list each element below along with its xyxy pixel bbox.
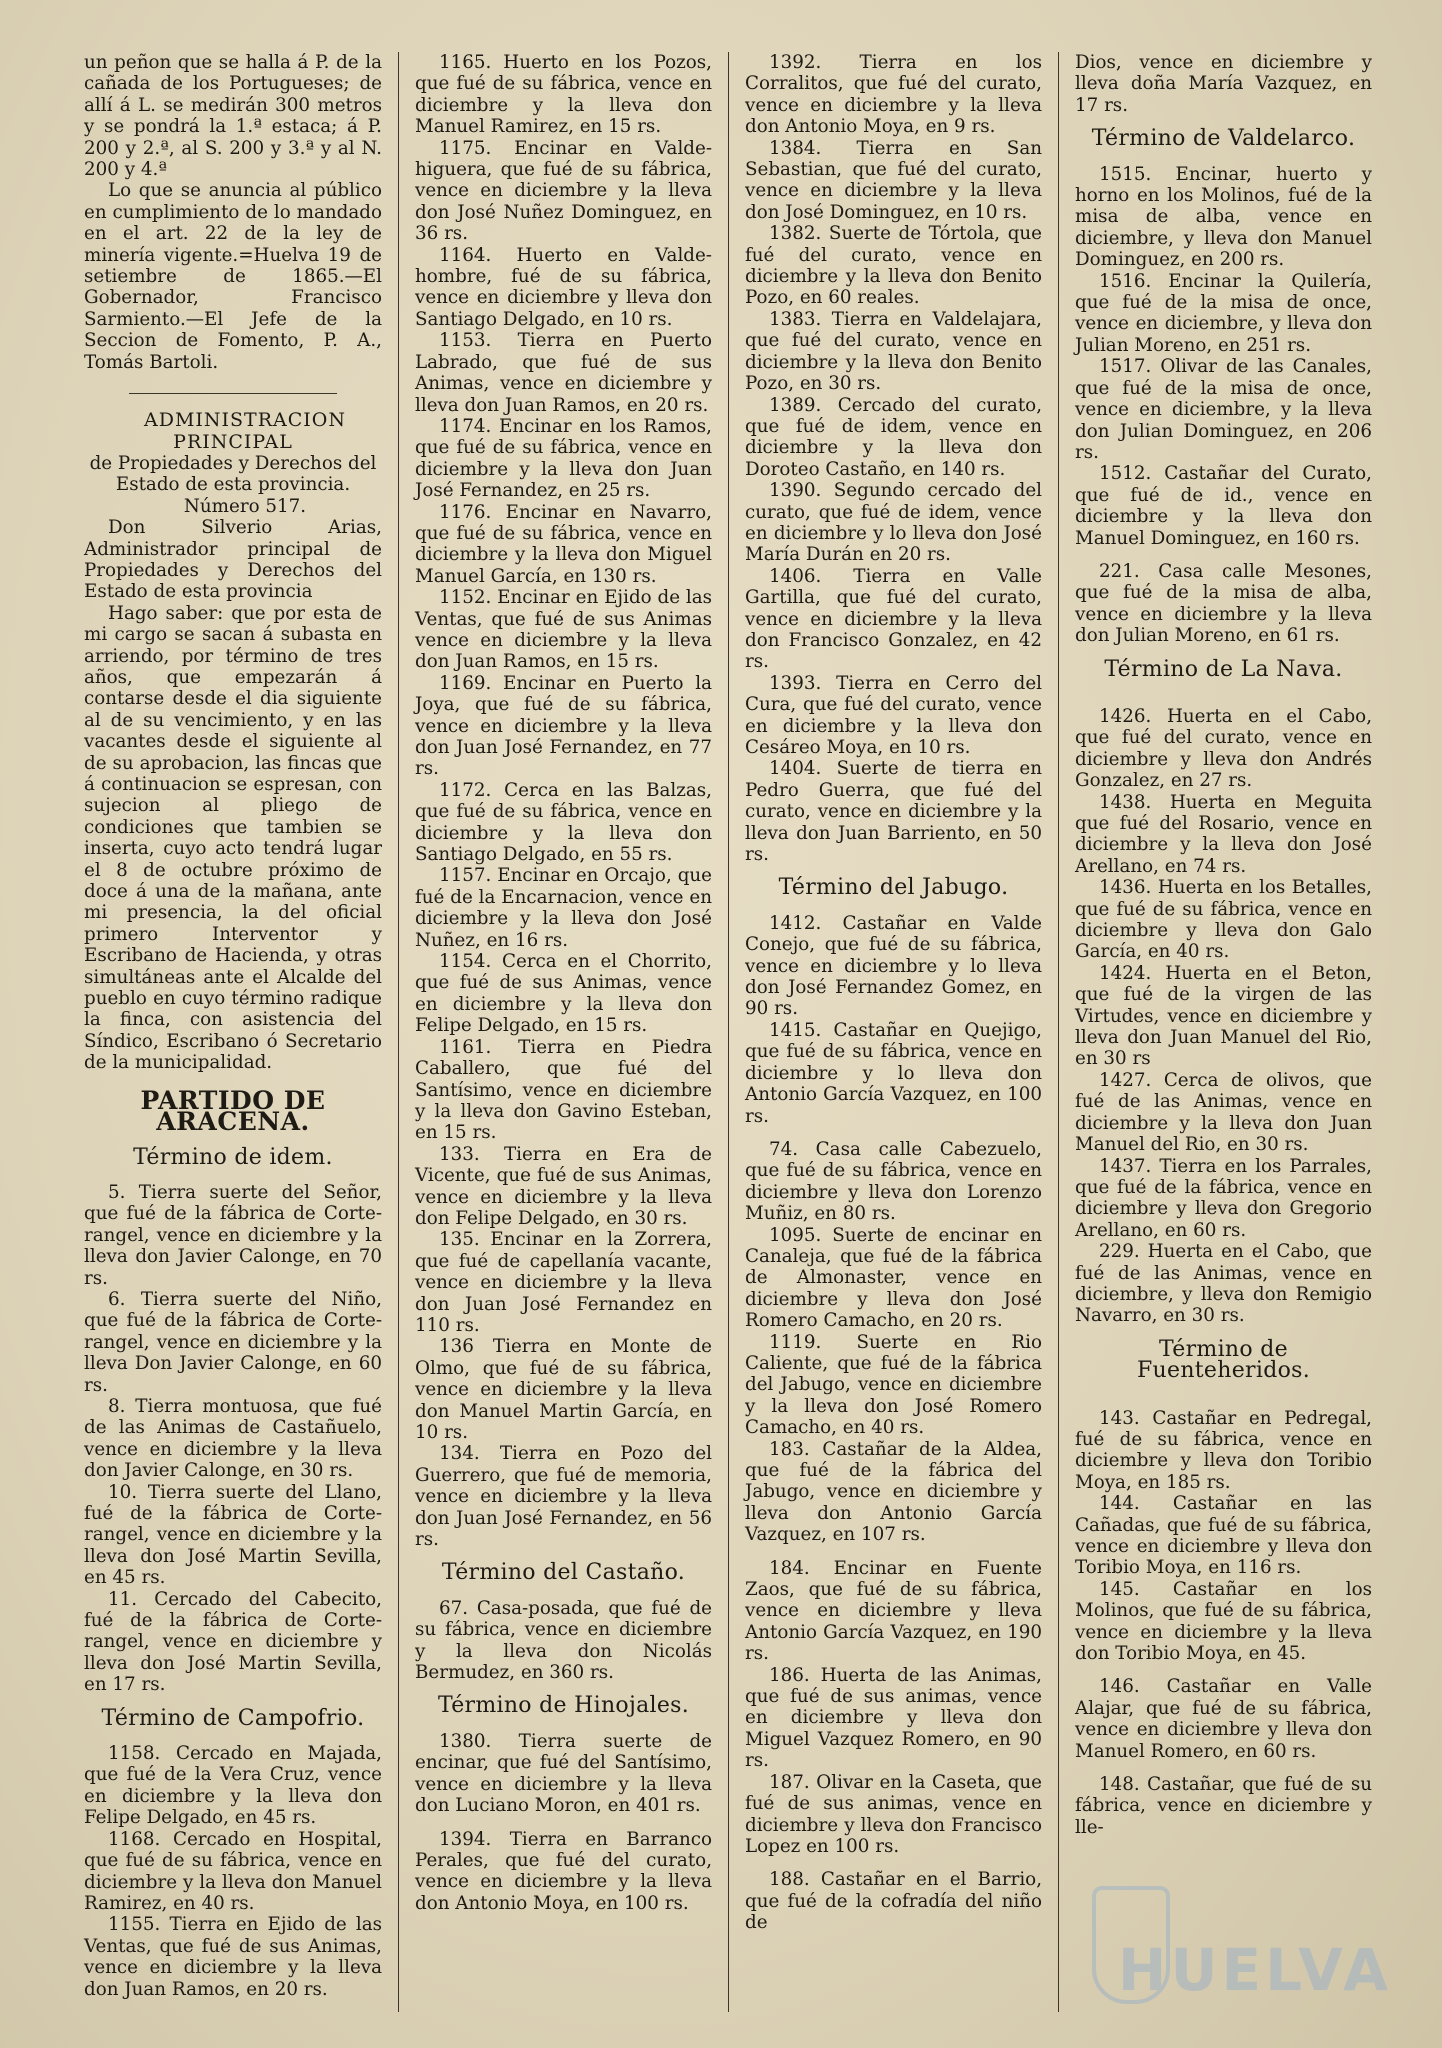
list-item: 144. Castañar en las Cañadas, que fué de su fábrica, vence en diciembre y lleva don Toribio Moya, en 116 rs. <box>1075 1493 1372 1579</box>
list-item: 134. Tierra en Pozo del Guerrero, que fué de memoria, vence en diciembre y la lleva don Juan José Fernandez, en 56 rs. <box>415 1443 712 1551</box>
list-item: 183. Castañar de la Aldea, que fué de la fábrica del Jabugo, vence en diciembre y lleva don Antonio García Vazquez, en 107 rs. <box>745 1438 1042 1546</box>
list-item: 1119. Suerte en Rio Caliente, que fué de la fábrica del Jabugo, vence en diciembre y la lleva don José Romero Camacho, en 40 rs. <box>745 1331 1042 1439</box>
list-item: 1415. Castañar en Quejigo, que fué de su fábrica, vence en diciembre y lo lleva don Antonio García Vazquez, en 100 rs. <box>745 1019 1042 1127</box>
list-item: 1155. Tierra en Ejido de las Ventas, que fué de sus Animas, vence en diciembre y la lleva don Juan Ramos, en 20 rs. <box>84 1914 382 2000</box>
list-item: 1158. Cercado en Majada, que fué de la Vera Cruz, vence en diciembre y la lleva don Felipe Delgado, en 45 rs. <box>84 1743 382 1829</box>
list-item: 143. Castañar en Pedregal, fué de su fábrica, vence en diciembre y lleva don Toribio Moya, en 185 rs. <box>1075 1407 1372 1493</box>
list-item: 1424. Huerta en el Beton, que fué de la virgen de las Virtudes, vence en diciembre y lleva don Juan Manuel del Rio, en 30 rs <box>1075 962 1372 1070</box>
list-item: 1516. Encinar la Quilería, que fué de la misa de once, vence en diciembre, y lleva don Julian Moreno, en 251 rs. <box>1075 270 1372 356</box>
termino-heading: Término de idem. <box>133 1144 333 1170</box>
paragraph: Lo que se anuncia al público en cumplimiento de lo mandado en el art. 22 de la ley de minería vigente.=Huelva 19 de setiembre de 1865.—El Gobernador, Francisco Sarmiento.—El Jefe de la Seccion de Fomento, P. A., Tomás Bartoli. <box>84 180 382 373</box>
list-item: 1157. Encinar en Orcajo, que fué de la Encarnacion, vence en diciembre y la lleva don José Nuñez, en 16 rs. <box>415 865 712 951</box>
list-item: 1168. Cercado en Hospital, que fué de su fábrica, vence en diciembre y la lleva don Manuel Ramirez, en 40 rs. <box>84 1828 382 1914</box>
list-item: 67. Casa-posada, que fué de su fábrica, vence en diciembre y la lleva don Nicolás Bermudez, en 360 rs. <box>415 1597 712 1684</box>
list-item: 1515. Encinar, huerto y horno en los Molinos, fué de la misa de alba, vence en diciembre, y lleva don Manuel Dominguez, en 200 rs. <box>1075 163 1372 271</box>
list-item: 1383. Tierra en Valdelajara, que fué del curato, vence en diciembre y la lleva don Benito Pozo, en 30 rs. <box>745 308 1042 395</box>
list-item: 1164. Huerto en Valde-hombre, fué de su fábrica, vence en diciembre y lleva don Santiago Delgado, en 10 rs. <box>415 244 712 330</box>
partido-heading: PARTIDO DE ARACENA. <box>140 1085 326 1137</box>
notice-number: Número 517. <box>183 495 307 517</box>
list-item: 10. Tierra suerte del Llano, fué de la fábrica de Corte-rangel, vence en diciembre y la lleva don José Martin Sevilla, en 45 rs. <box>84 1481 382 1589</box>
list-item: 8. Tierra montuosa, que fué de las Animas de Castañuelo, vence en diciembre y la lleva don Javier Calonge, en 30 rs. <box>84 1395 382 1482</box>
list-item: 1169. Encinar en Puerto la Joya, que fué de su fábrica, vence en diciembre y la lleva don Juan José Fernandez, en 77 rs. <box>415 672 712 780</box>
list-item: 145. Castañar en los Molinos, que fué de su fábrica, vence en diciembre y la lleva don Toribio Moya, en 45. <box>1075 1578 1372 1665</box>
list-item: 1390. Segundo cercado del curato, que fué de idem, vence en diciembre y lo lleva don José María Durán en 20 rs. <box>745 480 1042 566</box>
termino-heading: Término de Valdelarco. <box>1091 126 1356 152</box>
list-item: 1436. Huerta en los Betalles, que fué de su fábrica, vence en diciembre y lleva don Galo García, en 40 rs. <box>1075 877 1372 963</box>
list-item: 1426. Huerta en el Cabo, que fué del curato, vence en diciembre y lleva don Andrés Gonzalez, en 27 rs. <box>1075 705 1372 792</box>
list-item: 1165. Huerto en los Pozos, que fué de su fábrica, vence en diciembre y la lleva don Manuel Ramirez, en 15 rs. <box>415 52 712 138</box>
column-4 <box>1058 52 1388 2012</box>
paragraph: un peñon que se halla á P. de la cañada de los Portugueses; de allí á L. se medirán 300 metros y se pondrá la 1.ª estaca; á P. 200 y 2.ª, al S. 200 y 3.ª y al N. 200 y 4.ª <box>84 52 382 181</box>
library-watermark <box>1092 1884 1392 2004</box>
list-item: 188. Castañar en el Barrio, que fué de la cofradía del niño de <box>745 1869 1042 1934</box>
list-item: 1412. Castañar en Valde Conejo, que fué de su fábrica, vence en diciembre y lo lleva don José Fernandez Gomez, en 90 rs. <box>745 912 1042 1020</box>
watermark-text: HUELVA <box>1117 1936 1392 2004</box>
admin-caps: ADMINISTRACION PRINCIPAL <box>143 409 346 453</box>
list-item: 1174. Encinar en los Ramos, que fué de su fábrica, vence en diciembre y la lleva don Juan José Fernandez, en 25 rs. <box>415 415 712 502</box>
list-item: 221. Casa calle Mesones, que fué de la misa de alba, vence en diciembre y la lleva don Julian Moreno, en 61 rs. <box>1075 560 1372 647</box>
list-item: 1393. Tierra en Cerro del Cura, que fué del curato, vence en diciembre y la lleva don Cesáreo Moya, en 10 rs. <box>745 672 1042 758</box>
list-item: 187. Olivar en la Caseta, que fué de sus animas, vence en diciembre y lleva don Francisco Lopez en 100 rs. <box>745 1771 1042 1857</box>
list-item: 74. Casa calle Cabezuelo, que fué de su fábrica, vence en diciembre y lleva don Lorenzo Muñiz, en 80 rs. <box>745 1138 1042 1225</box>
column-1 <box>68 52 398 2012</box>
list-item: 133. Tierra en Era de Vicente, que fué de sus Animas, vence en diciembre y la lleva don Felipe Delgado, en 30 rs. <box>415 1143 712 1229</box>
list-item: 5. Tierra suerte del Señor, que fué de la fábrica de Corte-rangel, vence en diciembre y la lleva don Javier Calonge, en 70 rs. <box>84 1181 382 1289</box>
termino-heading: Término del Jabugo. <box>778 875 1009 901</box>
list-item: 1406. Tierra en Valle Gartilla, que fué del curato, vence en diciembre y la lleva don Francisco Gonzalez, en 42 rs. <box>745 565 1042 673</box>
admin-rest: de Propiedades y Derechos del Estado de esta provincia. <box>89 452 377 496</box>
paragraph: Don Silverio Arias, Administrador principal de Propiedades y Derechos del Estado de esta provincia <box>84 517 382 603</box>
list-item: 1161. Tierra en Piedra Caballero, que fué del Santísimo, vence en diciembre y la lleva don Gavino Esteban, en 15 rs. <box>415 1036 712 1144</box>
list-item: 146. Castañar en Valle Alajar, que fué de su fábrica, vence en diciembre y lleva don Manuel Romero, en 60 rs. <box>1075 1676 1372 1762</box>
termino-heading: Término de La Nava. <box>1104 656 1343 682</box>
list-item: 1382. Suerte de Tórtola, que fué del curato, vence en diciembre y la lleva don Benito Pozo, en 60 reales. <box>745 223 1042 309</box>
list-item: 136 Tierra en Monte de Olmo, que fué de su fábrica, vence en diciembre y la lleva don Manuel Martin García, en 10 rs. <box>415 1336 712 1443</box>
termino-heading: Término de Fuenteheridos. <box>1136 1336 1311 1384</box>
list-item: 6. Tierra suerte del Niño, que fué de la fábrica de Corte-rangel, vence en diciembre y la lleva Don Javier Calonge, en 60 rs. <box>84 1288 382 1396</box>
list-item: 1176. Encinar en Navarro, que fué de su fábrica, vence en diciembre y la lleva don Miguel Manuel García, en 130 rs. <box>415 501 712 587</box>
list-item: 186. Huerta de las Animas, que fué de sus animas, vence en diciembre y lleva don Miguel Vazquez Romero, en 90 rs. <box>745 1664 1042 1772</box>
list-item: 1392. Tierra en los Corralitos, que fué del curato, vence en diciembre y la lleva don Antonio Moya, en 9 rs. <box>745 52 1042 138</box>
list-item: 1095. Suerte de encinar en Canaleja, que fué de la fábrica de Almonaster, vence en diciembre y lleva don José Romero Camacho, en 20 rs. <box>745 1224 1042 1332</box>
paragraph: Hago saber: que por esta de mi cargo se sacan á subasta en arriendo, por término de tres años, que empezarán á contarse desde el dia siguiente al de su vencimiento, y en las vacantes desde el siguiente al de su aprobacion, las fincas que á continuacion se espresan, con sujecion al pliego de condiciones que tambien se inserta, cuyo acto tendrá lugar el 8 de octubre próximo de doce á una de la mañana, ante mi presencia, la del oficial primero Interventor y Escribano de Hacienda, y otras simultáneas ante el Alcalde del pueblo en cuyo término radique la finca, con asistencia del Síndico, Escribano ó Secretario de la municipalidad. <box>84 602 382 1074</box>
list-item: 1517. Olivar de las Canales, que fué de la misa de once, vence en diciembre, y la lleva don Julian Dominguez, en 206 rs. <box>1075 356 1372 463</box>
column-2 <box>398 52 728 2012</box>
column-3 <box>728 52 1058 2012</box>
termino-heading: Término del Castaño. <box>441 1560 686 1586</box>
list-item: 1437. Tierra en los Parrales, que fué de la fábrica, vence en diciembre y lleva don Gregorio Arellano, en 60 rs. <box>1075 1155 1372 1241</box>
list-item: 1154. Cerca en el Chorrito, que fué de sus Animas, vence en diciembre y la lleva don Felipe Delgado, en 15 rs. <box>415 951 712 1037</box>
list-item: 1404. Suerte de tierra en Pedro Guerra, que fué del curato, vence en diciembre y la lleva don Juan Barriento, en 50 rs. <box>745 758 1042 866</box>
list-item: 1172. Cerca en las Balzas, que fué de su fábrica, vence en diciembre y la lleva don Santiago Delgado, en 55 rs. <box>415 779 712 866</box>
list-item: 1384. Tierra en San Sebastian, que fué del curato, vence en diciembre y la lleva don José Dominguez, en 10 rs. <box>745 137 1042 223</box>
divider <box>129 393 338 394</box>
list-item: 148. Castañar, que fué de su fábrica, vence en diciembre y lle- <box>1075 1774 1372 1838</box>
termino-heading: Término de Campofrio. <box>101 1705 365 1731</box>
list-item: 229. Huerta en el Cabo, que fué de las Animas, vence en diciembre, y lleva don Remigio Navarro, en 30 rs. <box>1075 1241 1372 1327</box>
termino-heading: Término de Hinojales. <box>437 1693 690 1719</box>
list-item: 1394. Tierra en Barranco Perales, que fué del curato, vence en diciembre y la lleva don Antonio Moya, en 100 rs. <box>415 1828 712 1914</box>
list-item: 1380. Tierra suerte de encinar, que fué del Santísimo, vence en diciembre y la lleva don Luciano Moron, en 401 rs. <box>415 1730 712 1817</box>
list-item: Dios, vence en diciembre y lleva doña María Vazquez, en 17 rs. <box>1075 52 1372 116</box>
list-item: 11. Cercado del Cabecito, fué de la fábrica de Corte-rangel, vence en diciembre y lleva don José Martin Sevilla, en 17 rs. <box>84 1588 382 1696</box>
list-item: 1438. Huerta en Meguita que fué del Rosario, vence en diciembre y la lleva don José Arellano, en 74 rs. <box>1075 791 1372 877</box>
list-item: 184. Encinar en Fuente Zaos, que fué de su fábrica, vence en diciembre y lleva Antonio García Vazquez, en 190 rs. <box>745 1557 1042 1665</box>
list-item: 1389. Cercado del curato, que fué de idem, vence en diciembre y la lleva don Doroteo Castaño, en 140 rs. <box>745 394 1042 480</box>
section-heading <box>84 410 382 496</box>
list-item: 1175. Encinar en Valde-higuera, que fué de su fábrica, vence en diciembre y la lleva don José Nuñez Dominguez, en 36 rs. <box>415 137 712 245</box>
list-item: 1512. Castañar del Curato, que fué de id., vence en diciembre y la lleva don Manuel Dominguez, en 160 rs. <box>1075 463 1372 549</box>
list-item: 1427. Cerca de olivos, que fué de las Animas, vence en diciembre y la lleva don Juan Manuel del Rio, en 30 rs. <box>1075 1069 1372 1156</box>
list-item: 1152. Encinar en Ejido de las Ventas, que fué de sus Animas vence en diciembre y la lleva don Juan Ramos, en 15 rs. <box>415 587 712 673</box>
list-item: 1153. Tierra en Puerto Labrado, que fué de sus Animas, vence en diciembre y lleva don Juan Ramos, en 20 rs. <box>415 330 712 416</box>
list-item: 135. Encinar en la Zorrera, que fué de capellanía vacante, vence en diciembre y la lleva don Juan José Fernandez en 110 rs. <box>415 1229 712 1336</box>
